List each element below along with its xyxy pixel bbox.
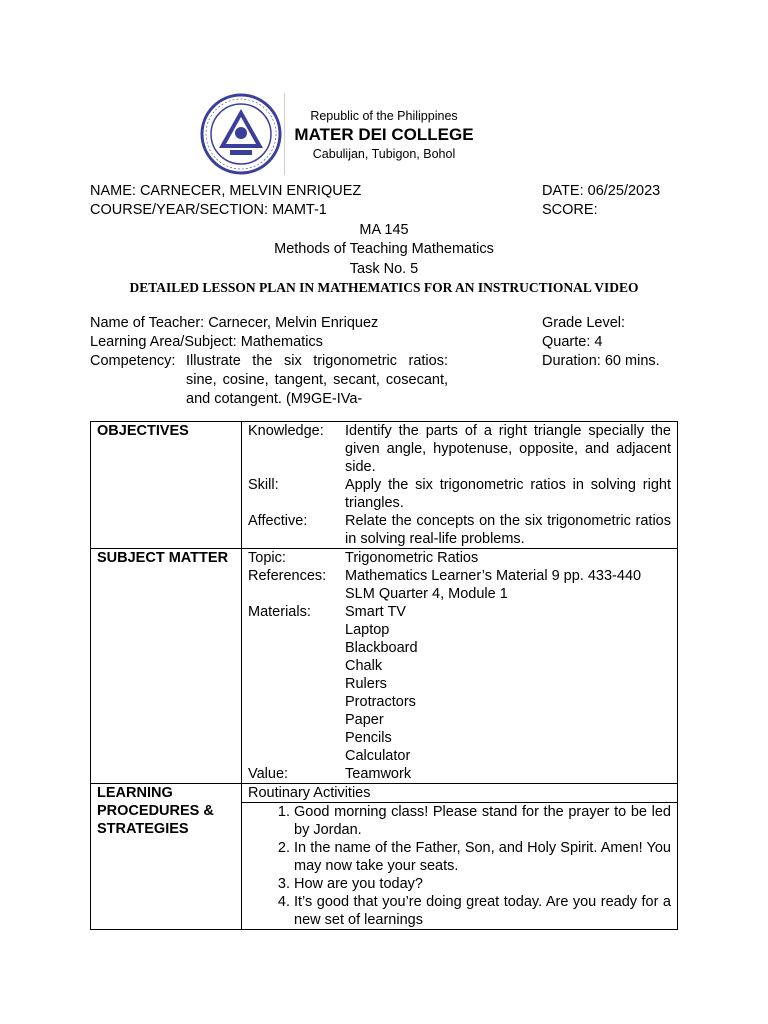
submission-date: DATE: 06/25/2023 [542,183,661,199]
procedures-heading [91,784,242,930]
college-name: MATER DEI COLLEGE [294,125,474,144]
skill-label: Skill: [248,477,279,493]
competency-label: Competency: [90,353,176,369]
subject-matter-content [242,549,678,784]
duration: Duration: 60 mins. [542,353,660,369]
plan-title: DETAILED LESSON PLAN IN MATHEMATICS FOR AN INSTRUCTIONAL VIDEO [129,280,639,295]
teacher-name: Name of Teacher: Carnecer, Melvin Enriquez [90,315,379,331]
affective-objective: Relate the concepts on the six trigonometric ratios in solving real-life problems. [345,513,671,547]
grade-level: Grade Level: [542,315,626,331]
lesson-plan-table [90,421,678,930]
country-line: Republic of the Philippines [310,109,458,123]
topic-value: Trigonometric Ratios [345,550,479,566]
material-item: Protractors [345,694,416,710]
materials-label: Materials: [248,604,311,620]
objectives-content [242,422,678,549]
material-item: Chalk [345,658,383,674]
student-course: COURSE/YEAR/SECTION: MAMT-1 [90,202,327,218]
procedure-step: 2. In the name of the Father, Son, and Holy Spirit. Amen! You may now take your seats. [294,839,671,875]
college-address: Cabulijan, Tubigon, Bohol [312,147,456,161]
competency-text: Illustrate the six trigonometric ratios: sine, cosine, tangent, secant, cosecant, and cotangent. (M9GE-IVa- [186,353,448,407]
college-seal-logo [200,93,282,175]
procedure-step: 1. Good morning class! Please stand for the prayer to be led by Jordan. [294,803,671,839]
material-item: Laptop [345,622,390,638]
subject-matter-row [91,549,678,784]
affective-label: Affective: [248,513,308,529]
student-name: NAME: CARNECER, MELVIN ENRIQUEZ [90,183,362,199]
procedure-step: 4. It’s good that you’re doing great today. Are you ready for a new set of learnings [294,893,671,929]
reference-item: Mathematics Learner’s Material 9 pp. 433-440 [345,568,642,584]
skill-objective: Apply the six trigonometric ratios in solving right triangles. [345,477,671,511]
references-label: References: [248,568,327,584]
procedures-heading-line: LEARNING [97,785,173,801]
course-title: Methods of Teaching Mathematics [274,241,494,257]
reference-item: SLM Quarter 4, Module 1 [345,586,508,602]
topic-label: Topic: [248,550,286,566]
material-item: Calculator [345,748,411,764]
task-number: Task No. 5 [349,261,419,277]
procedure-list [248,803,671,929]
routine-label: Routinary Activities [242,784,678,803]
material-item: Rulers [345,676,387,692]
score-field: SCORE: [542,202,598,218]
procedure-step: 3. How are you today? [294,875,671,893]
subject-matter-heading: SUBJECT MATTER [91,549,242,784]
course-code: MA 145 [359,222,409,238]
material-item: Smart TV [345,604,406,620]
material-item: Blackboard [345,640,418,656]
knowledge-label: Knowledge: [248,423,324,439]
value-label: Value: [248,766,289,782]
objectives-row [91,422,678,549]
objectives-heading: OBJECTIVES [91,422,242,549]
learning-area: Learning Area/Subject: Mathematics [90,334,323,350]
procedure-steps [242,803,678,930]
procedures-heading-line: PROCEDURES & [97,803,214,819]
quarter: Quarte: 4 [542,334,603,350]
procedures-heading-line: STRATEGIES [97,821,189,837]
material-item: Pencils [345,730,392,746]
knowledge-objective: Identify the parts of a right triangle specially the given angle, hypotenuse, opposite, and adjacent side. [345,423,671,475]
procedures-routine-row [91,784,678,803]
value-item: Teamwork [345,766,412,782]
material-item: Paper [345,712,384,728]
